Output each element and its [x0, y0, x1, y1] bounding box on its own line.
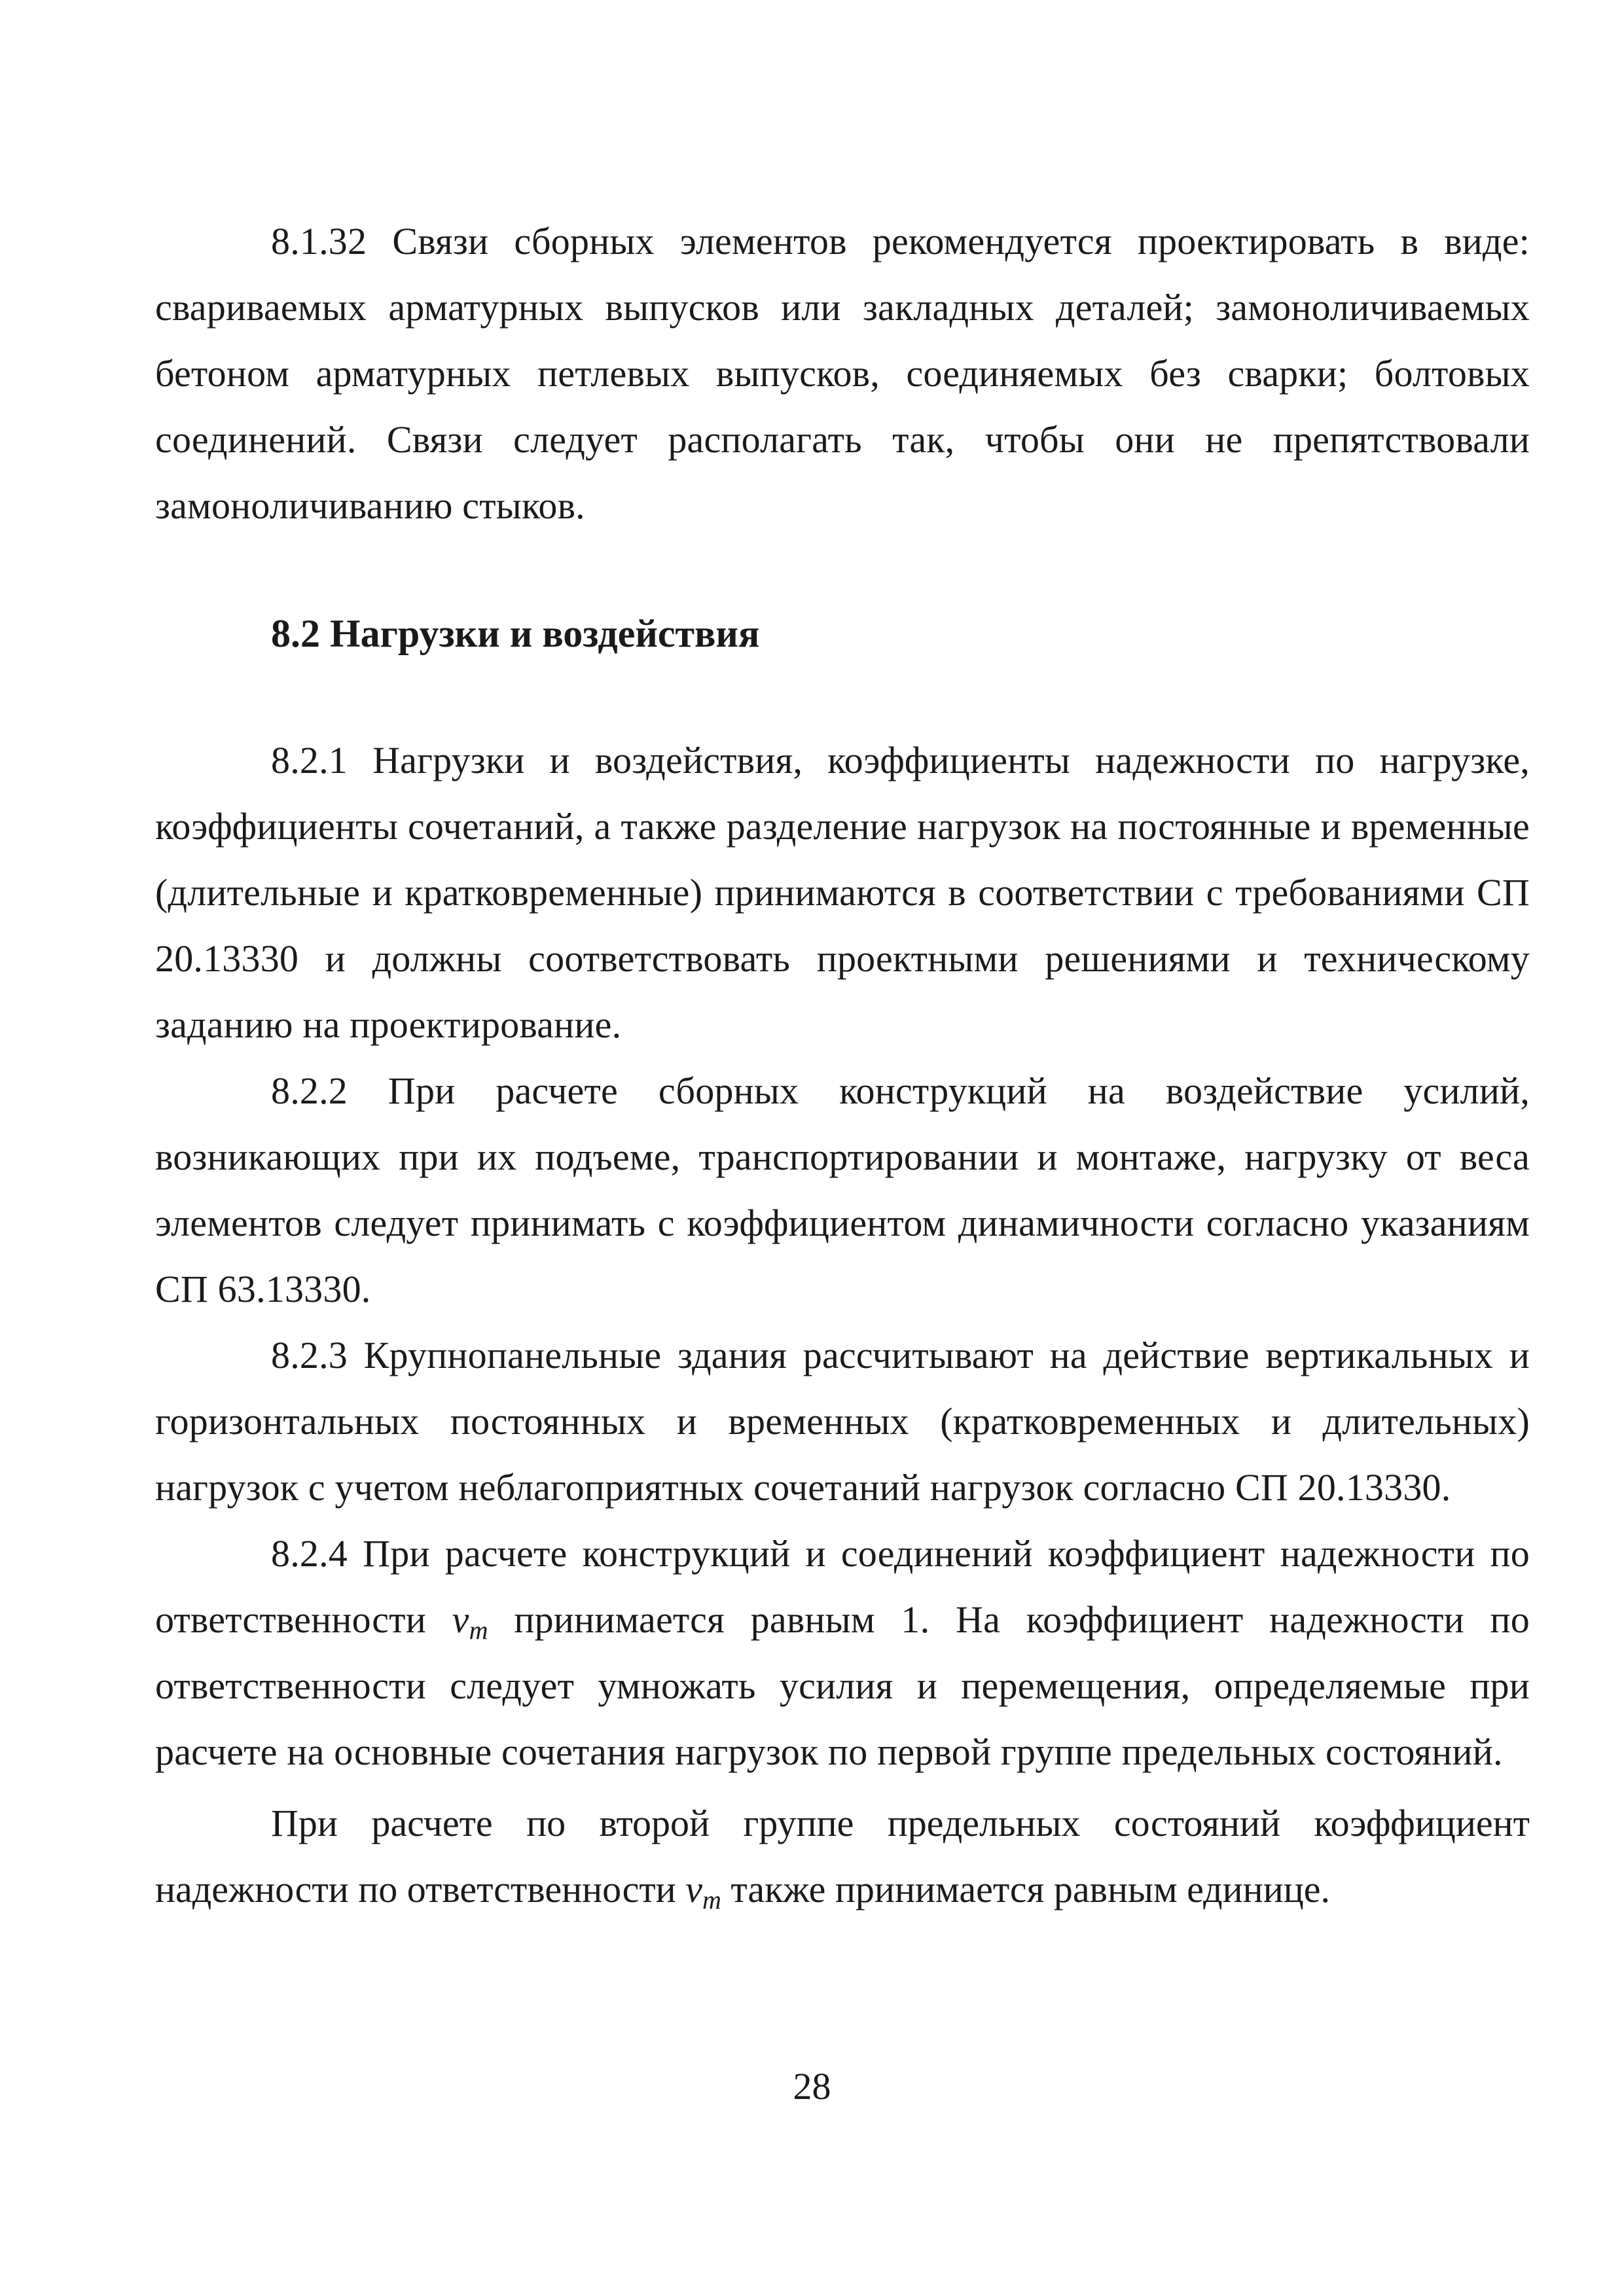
reliability-coefficient-symbol: [452, 1598, 488, 1645]
section-heading: 8.2 Нагрузки и воздействия: [271, 612, 760, 655]
paragraph-8-2-1: 8.2.1 Нагрузки и воздействия, коэффициенты надежности по нагрузке, коэффициенты сочетаний, а также разделение нагрузок на постоянные и временные (длительные и кратковременные) принимаются в соответствии с требованиями СП 20.13330 и должны соответствовать проектными решениями и техническому заданию на проектирование.: [155, 739, 1530, 1046]
paragraph-8-1-32: 8.1.32 Связи сборных элементов рекомендуется проектировать в виде: свариваемых арматурных выпусков или закладных деталей; замоноличиваемых бетоном арматурных петлевых выпусков, соединяемых без сварки; болтовых соединений. Связи следует располагать так, чтобы они не препятствовали замоноличиванию стыков.: [155, 220, 1530, 527]
symbol-base: ν: [452, 1598, 469, 1641]
paragraph-8-2-4-start: 8.2.4 При расчете конструкций и соединений коэффициент надежности по ответственности: [155, 1532, 1530, 1641]
paragraph-8-2-3: 8.2.3 Крупнопанельные здания рассчитывают на действие вертикальных и горизонтальных постоянных и временных (кратковременных и длительных) нагрузок с учетом неблагоприятных сочетаний нагрузок согласно СП 20.13330.: [155, 1334, 1530, 1509]
symbol-base-2: ν: [685, 1868, 702, 1910]
text-column-main: [155, 727, 1530, 1922]
text-column-top: [155, 208, 1530, 539]
paragraph-second-group: [155, 1790, 1530, 1922]
paragraph-second-group-start: При расчете по второй группе предельных состояний коэффициент надежности по ответственности: [155, 1802, 1530, 1910]
symbol-subscript: m: [469, 1615, 488, 1645]
reliability-coefficient-symbol-2: [685, 1868, 721, 1914]
paragraph-second-group-end: также принимается равным единице.: [721, 1868, 1331, 1910]
paragraph-8-2-4-end: принимается равным 1. На коэффициент надежности по ответственности следует умножать усилия и перемещения, определяемые при расчете на основные сочетания нагрузок по первой группе предельных состояний.: [155, 1598, 1530, 1773]
paragraph-8-2-2: 8.2.2 При расчете сборных конструкций на воздействие усилий, возникающих при их подъеме, транспортировании и монтаже, нагрузку от веса элементов следует принимать с коэффициентом динамичности согласно указаниям СП 63.13330.: [155, 1069, 1530, 1310]
paragraph-8-2-4: [155, 1520, 1530, 1785]
symbol-subscript-2: m: [702, 1885, 721, 1914]
page-number: 28: [793, 2065, 831, 2108]
section-8-2: [155, 601, 1530, 667]
